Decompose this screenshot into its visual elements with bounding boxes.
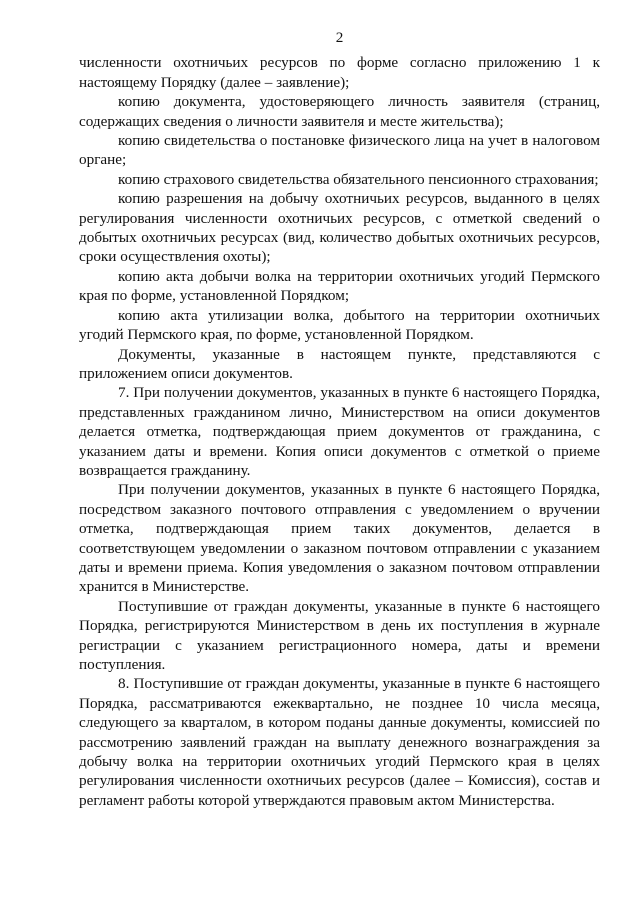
paragraph-tax-certificate: копию свидетельства о постановке физического лица на учет в налоговом органе;: [79, 132, 600, 169]
paragraph-registration: Поступившие от граждан документы, указанные в пункте 6 настоящего Порядка, регистрируются Министерством в день их поступления в журнале регистрации с указанием регистрационного номера, даты и времени поступления.: [79, 597, 600, 673]
paragraph-documents-inventory: Документы, указанные в настоящем пункте, представляются с приложением описи документов.: [79, 345, 600, 382]
page-number: 2: [335, 29, 344, 46]
paragraph-hunting-permit: копию разрешения на добычу охотничьих ресурсов, выданного в целях регулирования численности охотничьих ресурсов, с отметкой сведений о добытых охотничьих ресурсах (вид, количество добытых охотничьих ресурсов, сроки осуществления охоты);: [79, 190, 600, 266]
paragraph-wolf-kill-act: копию акта добычи волка на территории охотничьих угодий Пермского края по форме, установленной Порядком;: [79, 267, 600, 305]
paragraph-wolf-disposal-act: копию акта утилизации волка, добытого на территории охотничьих угодий Пермского края, по форме, установленной Порядком.: [79, 306, 600, 344]
paragraph-item-8: 8. Поступившие от граждан документы, указанные в пункте 6 настоящего Порядка, рассматриваются ежеквартально, не позднее 10 числа месяца, следующего за кварталом, в котором поданы данные документы, комиссией по рассмотрению заявлений граждан на выплату денежного вознаграждения за добычу волка на территории охотничьих угодий Пермского края в целях регулирования численности охотничьих ресурсов (далее – Комиссия), состав и регламент работы которой утверждаются правовым актом Министерства.: [79, 675, 600, 809]
paragraph-identity-document: копию документа, удостоверяющего личность заявителя (страниц, содержащих сведения о личности заявителя и месте жительства);: [79, 93, 600, 130]
paragraph-application-continuation: численности охотничьих ресурсов по форме согласно приложению 1 к настоящему Порядку (далее – заявление);: [79, 54, 600, 91]
paragraph-postal-receipt: При получении документов, указанных в пункте 6 настоящего Порядка, посредством заказного почтового отправления с уведомлением о вручении отметка, подтверждающая прием таких документов, делается в соответствующем уведомлении о заказном почтовом отправлении с указанием даты и времени приема. Копия уведомления о заказном почтовом отправлении хранится в Министерстве.: [79, 481, 600, 596]
paragraph-insurance-certificate: копию страхового свидетельства обязательного пенсионного страхования;: [118, 170, 599, 188]
paragraph-item-7: 7. При получении документов, указанных в пункте 6 настоящего Порядка, представленных гражданином лично, Министерством на описи документов делается отметка, подтверждающая прием документов от гражданина, с указанием даты и времени. Копия описи документов с отметкой о приеме возвращается гражданину.: [79, 384, 600, 479]
